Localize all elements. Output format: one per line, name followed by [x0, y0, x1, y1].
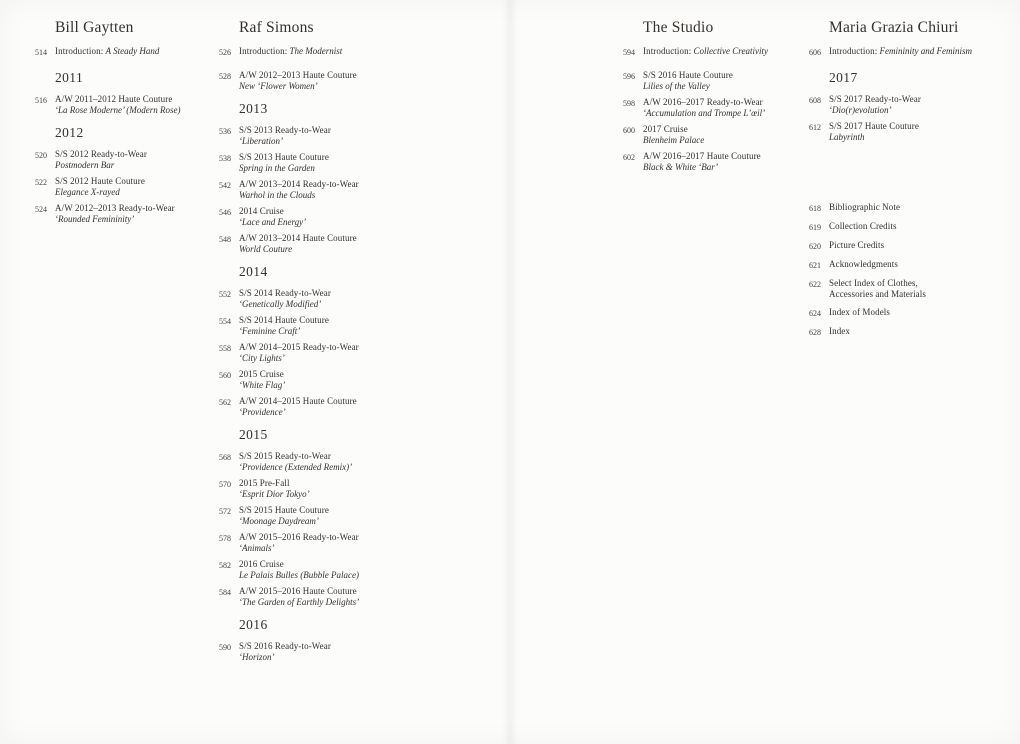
- toc-column-bill-gaytten: [32, 19, 197, 230]
- page-number: 524: [35, 205, 47, 214]
- entry-text: [239, 451, 352, 473]
- entry-label: A/W 2016–2017 Ready-to-Wear: [643, 97, 763, 107]
- entry-label: A/W 2012–2013 Ready-to-Wear: [55, 203, 175, 213]
- year-heading: 2014: [239, 264, 268, 279]
- page-number: 620: [809, 242, 821, 251]
- entry-label: A/W 2012–2013 Haute Couture: [239, 70, 357, 80]
- page-number: 538: [219, 154, 231, 163]
- entry-label: Introduction:: [829, 46, 878, 56]
- entry-title: Postmodern Bar: [55, 160, 115, 170]
- entry-text: [239, 46, 342, 57]
- entry-title: World Couture: [239, 244, 293, 254]
- entry-label: S/S 2015 Ready-to-Wear: [239, 451, 331, 461]
- toc-entry: [216, 396, 396, 418]
- entry-label: A/W 2016–2017 Haute Couture: [643, 151, 761, 161]
- backmatter-entry: [806, 221, 996, 233]
- backmatter-entry: [806, 240, 996, 252]
- entry-label: A/W 2011–2012 Haute Couture: [55, 94, 173, 104]
- toc-entry: [216, 152, 396, 174]
- entry-title: Elegance X-rayed: [55, 187, 120, 197]
- toc-entry: [216, 288, 396, 310]
- toc-entry: [32, 176, 197, 198]
- toc-entry: [216, 70, 396, 92]
- page-number: 584: [219, 588, 231, 597]
- toc-entry: [216, 505, 396, 527]
- entry-text: [829, 278, 941, 300]
- backmatter-entry: [806, 259, 996, 271]
- entry-title: ‘Feminine Craft’: [239, 326, 301, 336]
- toc-items: [620, 46, 805, 173]
- entry-text: [239, 559, 359, 581]
- entry-title: ‘Animals’: [239, 543, 275, 553]
- entry-label: Collection Credits: [829, 221, 897, 231]
- year-heading: 2015: [239, 427, 268, 442]
- toc-entry: [216, 315, 396, 337]
- page-number: 558: [219, 344, 231, 353]
- page-number: 562: [219, 398, 231, 407]
- entry-text: [829, 259, 941, 270]
- entry-label: S/S 2017 Ready-to-Wear: [829, 94, 921, 104]
- toc-entry: [216, 478, 396, 500]
- toc-column-raf-simons: [216, 19, 396, 668]
- year-heading: 2017: [829, 70, 858, 85]
- entry-label: A/W 2015–2016 Ready-to-Wear: [239, 532, 359, 542]
- entry-label: Index of Models: [829, 307, 890, 317]
- entry-label: S/S 2013 Ready-to-Wear: [239, 125, 331, 135]
- entry-text: [239, 206, 306, 228]
- year-heading: 2013: [239, 101, 268, 116]
- entry-text: [239, 586, 359, 608]
- entry-title: ‘Liberation’: [239, 136, 283, 146]
- entry-label: A/W 2015–2016 Haute Couture: [239, 586, 357, 596]
- entry-label: 2017 Cruise: [643, 124, 688, 134]
- entry-label: Introduction:: [239, 46, 288, 56]
- page-number: 594: [623, 48, 635, 57]
- toc-entry: [32, 94, 197, 116]
- year-heading: 2012: [55, 125, 84, 140]
- entry-title: Black & White ‘Bar’: [643, 162, 719, 172]
- entry-text: [829, 202, 941, 213]
- entry-label: 2015 Pre-Fall: [239, 478, 290, 488]
- toc-column-the-studio: [620, 19, 805, 178]
- entry-text: [829, 307, 941, 318]
- page-number: 606: [809, 48, 821, 57]
- entry-label: A/W 2014–2015 Haute Couture: [239, 396, 357, 406]
- entry-text: [829, 240, 941, 251]
- entry-text: [239, 396, 357, 418]
- entry-title: ‘Esprit Dior Tokyo’: [239, 489, 310, 499]
- backmatter-entry: [806, 326, 996, 338]
- page-number: 598: [623, 99, 635, 108]
- toc-entry: [216, 559, 396, 581]
- entry-text: [239, 179, 359, 201]
- entry-text: [239, 342, 359, 364]
- toc-entry: [216, 46, 396, 58]
- page-number: 520: [35, 151, 47, 160]
- entry-text: [239, 369, 285, 391]
- entry-title: ‘Genetically Modified’: [239, 299, 322, 309]
- entry-text: [643, 70, 733, 92]
- entry-text: [239, 505, 329, 527]
- entry-title: ‘City Lights’: [239, 353, 285, 363]
- toc-entry: [620, 124, 805, 146]
- toc-entry: [806, 46, 996, 58]
- entry-title: A Steady Hand: [105, 46, 160, 56]
- year-heading: 2011: [55, 70, 84, 85]
- toc-entry: [620, 70, 805, 92]
- backmatter-items: [806, 202, 996, 338]
- toc-entry: [216, 532, 396, 554]
- page-number: 624: [809, 309, 821, 318]
- entry-text: [239, 152, 329, 174]
- entry-label: A/W 2014–2015 Ready-to-Wear: [239, 342, 359, 352]
- toc-column-maria-grazia-chiuri: [806, 19, 996, 148]
- entry-text: [829, 326, 941, 337]
- entry-text: [239, 315, 329, 337]
- toc-entry: [620, 97, 805, 119]
- toc-entry: [806, 94, 996, 116]
- entry-title: Lilies of the Valley: [643, 81, 710, 91]
- page-number: 570: [219, 480, 231, 489]
- entry-label: A/W 2013–2014 Ready-to-Wear: [239, 179, 359, 189]
- page-number: 618: [809, 204, 821, 213]
- entry-text: [643, 151, 761, 173]
- entry-text: [643, 97, 765, 119]
- entry-title: ‘Rounded Femininity’: [55, 214, 135, 224]
- page-number: 514: [35, 48, 47, 57]
- entry-label: Introduction:: [643, 46, 692, 56]
- entry-title: Le Palais Bulles (Bubble Palace): [239, 570, 359, 580]
- entry-text: [55, 203, 175, 225]
- entry-text: [55, 149, 147, 171]
- page-number: 528: [219, 72, 231, 81]
- entry-title: The Modernist: [289, 46, 343, 56]
- entry-label: 2015 Cruise: [239, 369, 284, 379]
- entry-title: ‘Lace and Energy’: [239, 217, 307, 227]
- entry-label: 2014 Cruise: [239, 206, 284, 216]
- toc-items: [32, 46, 197, 225]
- page-number: 590: [219, 643, 231, 652]
- entry-label: S/S 2013 Haute Couture: [239, 152, 329, 162]
- page-number: 628: [809, 328, 821, 337]
- entry-title: ‘Horizon’: [239, 652, 275, 662]
- toc-entry: [216, 369, 396, 391]
- backmatter-section: [806, 202, 996, 345]
- toc-entry: [216, 342, 396, 364]
- toc-entry: [620, 151, 805, 173]
- entry-title: ‘White Flag’: [239, 380, 286, 390]
- page-number: 536: [219, 127, 231, 136]
- toc-entry: [216, 125, 396, 147]
- entry-title: ‘La Rose Moderne’ (Modern Rose): [55, 105, 181, 115]
- entry-text: [643, 46, 768, 57]
- backmatter-entry: [806, 307, 996, 319]
- page-number: 572: [219, 507, 231, 516]
- toc-entry: [216, 586, 396, 608]
- entry-text: [239, 641, 331, 663]
- entry-text: [829, 121, 919, 143]
- entry-label: Bibliographic Note: [829, 202, 901, 212]
- entry-title: ‘The Garden of Earthly Delights’: [239, 597, 360, 607]
- backmatter-entry: [806, 202, 996, 214]
- entry-label: S/S 2016 Haute Couture: [643, 70, 733, 80]
- entry-title: New ‘Flower Women’: [239, 81, 318, 91]
- entry-label: Picture Credits: [829, 240, 885, 250]
- entry-title: Femininity and Feminism: [879, 46, 973, 56]
- toc-entry: [806, 121, 996, 143]
- entry-text: [829, 94, 921, 116]
- entry-label: S/S 2015 Haute Couture: [239, 505, 329, 515]
- toc-entry: [216, 179, 396, 201]
- toc-entry: [32, 203, 197, 225]
- entry-label: S/S 2012 Ready-to-Wear: [55, 149, 147, 159]
- toc-entry: [216, 451, 396, 473]
- entry-text: [829, 46, 972, 57]
- entry-label: Select Index of Clothes, Accessories and Materials: [829, 278, 926, 299]
- toc-entry: [620, 46, 805, 58]
- entry-text: [55, 176, 145, 198]
- entry-text: [55, 94, 180, 116]
- page-number: 578: [219, 534, 231, 543]
- page-number: 608: [809, 96, 821, 105]
- entry-title: Warhol in the Clouds: [239, 190, 316, 200]
- entry-text: [239, 532, 359, 554]
- column-title: The Studio: [643, 19, 714, 36]
- entry-title: Spring in the Garden: [239, 163, 315, 173]
- toc-entry: [216, 233, 396, 255]
- toc-items: [806, 46, 996, 143]
- page-number: 596: [623, 72, 635, 81]
- column-title: Maria Grazia Chiuri: [829, 19, 959, 36]
- entry-label: Acknowledgments: [829, 259, 898, 269]
- entry-title: Labyrinth: [829, 132, 865, 142]
- page-number: 568: [219, 453, 231, 462]
- entry-label: S/S 2017 Haute Couture: [829, 121, 919, 131]
- entry-title: ‘Providence’: [239, 407, 286, 417]
- entry-text: [55, 46, 159, 57]
- page-number: 554: [219, 317, 231, 326]
- entry-title: ‘Moonage Daydream’: [239, 516, 319, 526]
- entry-label: S/S 2012 Haute Couture: [55, 176, 145, 186]
- entry-text: [239, 288, 331, 310]
- toc-entry: [216, 641, 396, 663]
- toc-entry: [32, 46, 197, 58]
- page-number: 622: [809, 280, 821, 289]
- entry-text: [239, 478, 310, 500]
- page-number: 526: [219, 48, 231, 57]
- page-number: 600: [623, 126, 635, 135]
- page-number: 542: [219, 181, 231, 190]
- entry-label: S/S 2014 Ready-to-Wear: [239, 288, 331, 298]
- page-gutter: [502, 0, 518, 744]
- page-number: 522: [35, 178, 47, 187]
- page-number: 552: [219, 290, 231, 299]
- page-number: 602: [623, 153, 635, 162]
- page-number: 621: [809, 261, 821, 270]
- page-number: 548: [219, 235, 231, 244]
- entry-label: S/S 2016 Ready-to-Wear: [239, 641, 331, 651]
- page-number: 516: [35, 96, 47, 105]
- toc-items: [216, 46, 396, 663]
- entry-title: ‘Dio(r)evolution’: [829, 105, 892, 115]
- page-number: 546: [219, 208, 231, 217]
- entry-text: [239, 233, 357, 255]
- entry-text: [239, 125, 331, 147]
- page-number: 612: [809, 123, 821, 132]
- page-number: 619: [809, 223, 821, 232]
- entry-text: [643, 124, 704, 146]
- entry-label: Introduction:: [55, 46, 104, 56]
- entry-label: Index: [829, 326, 850, 336]
- entry-title: Blenheim Palace: [643, 135, 705, 145]
- column-title: Bill Gaytten: [55, 19, 134, 36]
- entry-label: S/S 2014 Haute Couture: [239, 315, 329, 325]
- entry-text: [239, 70, 357, 92]
- entry-title: ‘Accumulation and Trompe L’œil’: [643, 108, 766, 118]
- toc-entry: [216, 206, 396, 228]
- entry-text: [829, 221, 941, 232]
- backmatter-entry: [806, 278, 996, 300]
- entry-label: 2016 Cruise: [239, 559, 284, 569]
- page-number: 560: [219, 371, 231, 380]
- column-title: Raf Simons: [239, 19, 314, 36]
- entry-title: Collective Creativity: [693, 46, 768, 56]
- entry-label: A/W 2013–2014 Haute Couture: [239, 233, 357, 243]
- year-heading: 2016: [239, 617, 268, 632]
- toc-entry: [32, 149, 197, 171]
- page-number: 582: [219, 561, 231, 570]
- entry-title: ‘Providence (Extended Remix)’: [239, 462, 353, 472]
